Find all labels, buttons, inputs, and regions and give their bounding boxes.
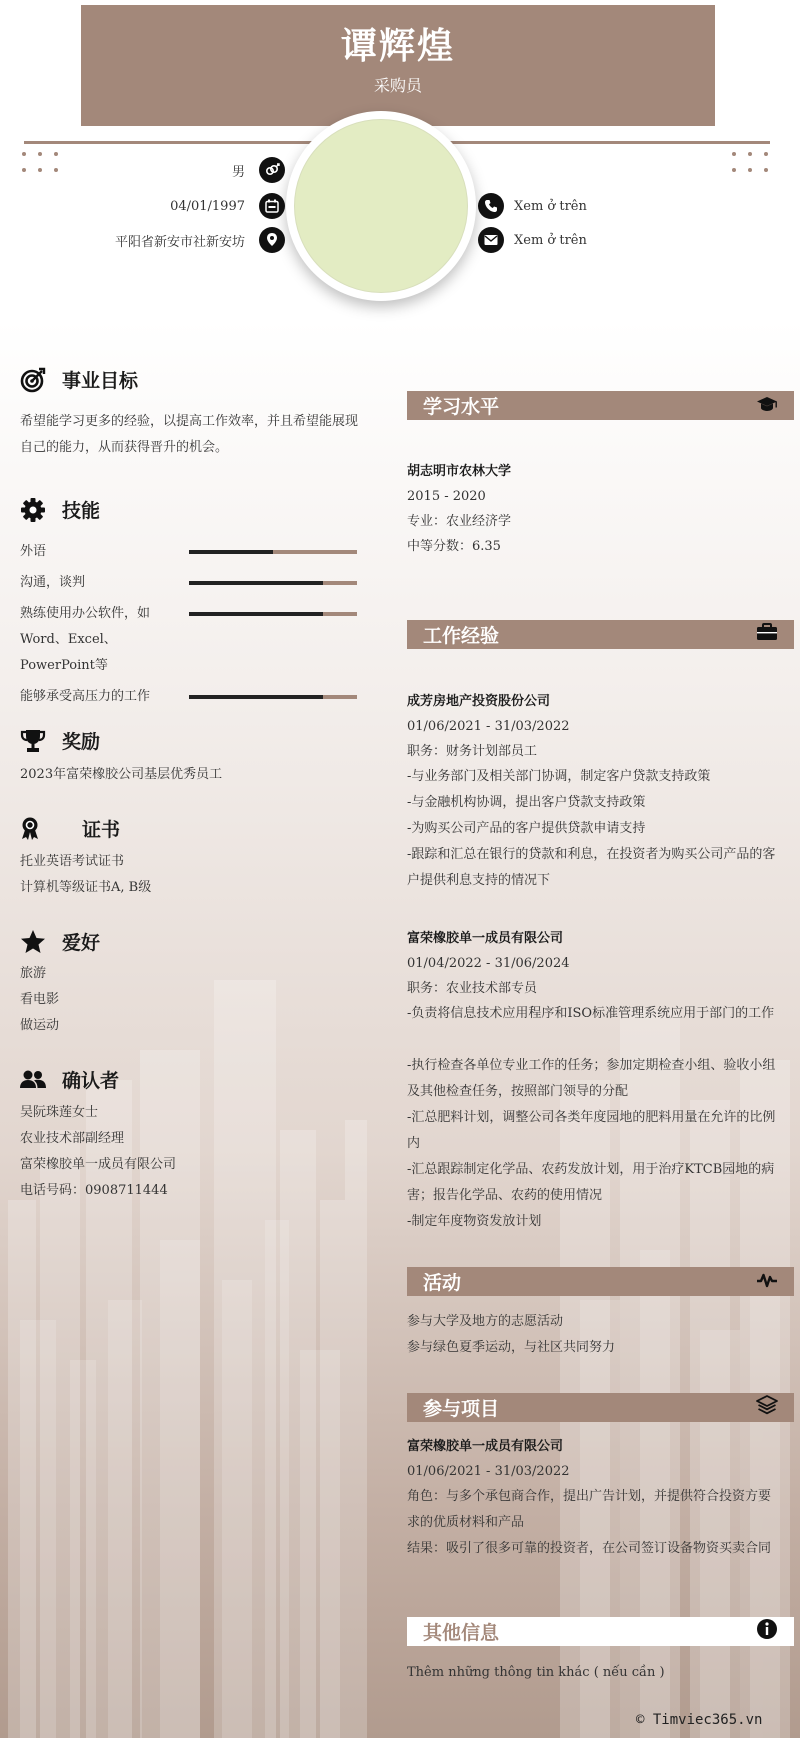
other-info-title: 其他信息 [423,1622,500,1644]
job-company: 富荣橡胶单一成员有限公司 [407,931,564,946]
education-major: 专业：农业经济学 [407,514,512,529]
job-duty: -与金融机构协调，提出客户贷款支持政策 [407,795,646,810]
education-school: 胡志明市农林大学 [407,464,512,479]
projects-title: 参与项目 [423,1398,500,1420]
skill-bar-fill [189,581,323,585]
certificates-title: 证书 [82,819,121,841]
skills-title: 技能 [62,500,101,522]
skill-name: 能够承受高压力的工作 [20,689,151,704]
hobby-item: 做运动 [20,1018,60,1033]
job-role: 职务：财务计划部员工 [407,744,538,759]
hobby-item: 看电影 [20,992,60,1007]
certificate-item: 计算机等级证书A, B级 [20,880,152,895]
education-title: 学习水平 [423,396,500,418]
header-banner [81,5,715,126]
job-duty: -执行检查各单位专业工作的任务；参加定期检查小组、验收小组及其他检查任务，按照部门领导的分配 [407,1058,776,1099]
avatar-frame [286,111,476,301]
address-text: 平阳省新安市社新安坊 [114,234,245,250]
experience-title: 工作经验 [423,625,500,647]
decorative-dots-right [732,152,768,172]
skill-bar [189,612,357,616]
job-duty: -制定年度物资发放计划 [407,1214,542,1229]
address-row [115,227,285,253]
decorative-dots-left [22,152,58,172]
job-role: 职务：农业技术部专员 [407,981,538,996]
job-title: 采购员 [373,76,422,95]
phone-icon [478,193,504,219]
phone-text: Xem ở trên [514,198,587,214]
project-period: 01/06/2021 - 31/03/2022 [407,1464,570,1479]
birthday-text: 04/01/1997 [170,198,245,214]
reference-item: 吴阮珠莲女士 [20,1105,99,1120]
email-text: Xem ở trên [514,232,587,248]
reference-item: 电话号码：0908711444 [20,1183,168,1198]
activities-title: 活动 [423,1272,462,1294]
gender-row [232,157,285,183]
gender-text: 男 [231,164,245,180]
projects-heading [407,1393,794,1422]
other-info-text: Thêm những thông tin khác ( nếu cần ) [407,1665,665,1680]
gender-icon [259,157,285,183]
skill-bar [189,581,357,585]
job-duty: -负责将信息技术应用程序和ISO标准管理系统应用于部门的工作 [407,1006,775,1021]
graduation-cap-icon [756,395,778,417]
skill-name: 熟练使用办公软件，如Word、Excel、PowerPoint等 [20,606,151,673]
job-company: 成芳房地产投资股份公司 [407,694,551,709]
hobbies-heading [20,928,100,955]
location-pin-icon [259,227,285,253]
skill-bar [189,550,357,554]
info-icon [756,1618,778,1645]
education-gpa: 中等分数：6.35 [407,539,501,554]
project-company: 富荣橡胶单一成员有限公司 [407,1439,564,1454]
heartbeat-icon [756,1271,778,1293]
reference-heading [20,1066,119,1093]
skill-bar [189,695,357,699]
job-period: 01/04/2022 - 31/06/2024 [407,956,570,971]
activities-heading [407,1267,794,1296]
skill-bar-fill [189,695,323,699]
awards-heading [20,727,100,754]
reference-item: 富荣橡胶单一成员有限公司 [20,1157,177,1172]
project-role: 角色：与多个承包商合作，提出广告计划，并提供符合投资方要求的优质材料和产品 [407,1489,772,1530]
job-duty: -跟踪和汇总在银行的贷款和利息，在投资者为购买公司产品的客户提供利息支持的情况下 [407,847,776,888]
award-item: 2023年富荣橡胶公司基层优秀员工 [20,767,223,782]
reference-title: 确认者 [62,1070,120,1092]
job-duty: -为购买公司产品的客户提供贷款申请支持 [407,821,646,836]
objective-text: 希望能学习更多的经验，以提高工作效率，并且希望能展现自己的能力，从而获得晋升的机会。 [20,414,359,455]
star-icon [20,929,46,955]
birthday-row [170,193,285,219]
skill-name: 沟通，谈判 [20,575,86,590]
envelope-icon [478,227,504,253]
certificate-item: 托业英语考试证书 [20,854,125,869]
email-row [478,227,587,253]
hobby-item: 旅游 [20,966,47,981]
job-period: 01/06/2021 - 31/03/2022 [407,719,570,734]
other-info-heading [407,1617,794,1646]
hobbies-title: 爱好 [62,932,101,954]
skill-name: 外语 [20,544,47,559]
education-period: 2015 - 2020 [407,489,486,504]
job-duty: -汇总肥料计划，调整公司各类年度园地的肥料用量在允许的比例内 [407,1110,776,1151]
experience-heading [407,620,794,649]
skills-heading [20,496,100,523]
target-icon [20,367,46,393]
users-icon [20,1067,46,1093]
activity-item: 参与大学及地方的志愿活动 [407,1314,564,1329]
activity-item: 参与绿色夏季运动，与社区共同努力 [407,1340,616,1355]
copyright-footer: © Timviec365.vn [636,1712,763,1728]
briefcase-icon [756,623,778,646]
ribbon-award-icon [20,816,46,842]
project-result: 结果：吸引了很多可靠的投资者，在公司签订设备物资买卖合同 [407,1541,772,1556]
calendar-icon [259,193,285,219]
job-duty: -汇总跟踪制定化学品、农药发放计划，用于治疗KTCB园地的病害；报告化学品、农药的使用情况 [407,1162,775,1203]
education-heading [407,391,794,420]
reference-item: 农业技术部副经理 [20,1131,125,1146]
gear-icon [20,497,46,523]
awards-title: 奖励 [62,731,101,753]
trophy-icon [20,728,46,754]
objective-heading [20,366,138,393]
skill-bar-fill [189,612,323,616]
certificates-heading [20,815,120,842]
objective-title: 事业目标 [62,370,139,392]
job-duty: -与业务部门及相关部门协调，制定客户贷款支持政策 [407,769,711,784]
skill-bar-fill [189,550,273,554]
candidate-name: 谭辉煌 [340,26,455,67]
layers-icon [756,1395,778,1420]
phone-row [478,193,587,219]
avatar [294,119,468,293]
